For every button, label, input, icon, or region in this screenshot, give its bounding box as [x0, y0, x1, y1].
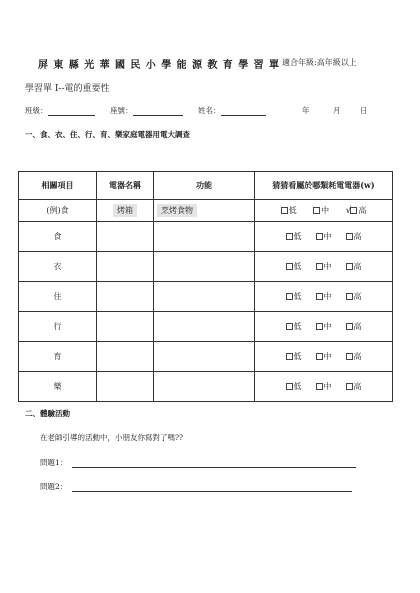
- row-category: 食: [19, 222, 97, 252]
- table-row: [19, 282, 393, 312]
- checkbox-icon: [313, 207, 320, 214]
- header-category: 相關項目: [19, 172, 97, 200]
- option-low[interactable]: 低: [286, 231, 302, 242]
- example-option-low: 低: [281, 205, 297, 216]
- section2-title: 二、體驗活動: [25, 409, 70, 418]
- row-category: 衣: [19, 252, 97, 282]
- checkbox-icon[interactable]: [286, 293, 293, 300]
- example-category: (例)食: [19, 200, 97, 222]
- option-low[interactable]: 低: [286, 291, 302, 302]
- power-level-options: [255, 342, 393, 372]
- example-option-high: √ 高: [345, 206, 367, 216]
- checkmark-icon: √: [345, 206, 352, 216]
- checkbox-icon: [281, 207, 288, 214]
- power-level-options: [255, 312, 393, 342]
- option-high[interactable]: 高: [346, 261, 362, 272]
- function-input-cell[interactable]: [154, 312, 255, 342]
- checkbox-icon[interactable]: [346, 293, 353, 300]
- year-label: 年: [302, 106, 310, 115]
- question1-answer-line[interactable]: [72, 467, 356, 468]
- example-appliance: 烤箱: [113, 204, 137, 217]
- function-input-cell[interactable]: [154, 372, 255, 402]
- option-mid[interactable]: 中: [316, 261, 332, 272]
- checkbox-icon[interactable]: [316, 383, 323, 390]
- option-high[interactable]: 高: [346, 231, 362, 242]
- name-label: 姓名：: [198, 106, 221, 115]
- checkbox-icon[interactable]: [346, 353, 353, 360]
- power-level-options: [255, 222, 393, 252]
- appliance-input-cell[interactable]: [97, 372, 154, 402]
- name-field[interactable]: [198, 105, 266, 116]
- option-mid[interactable]: 中: [316, 381, 332, 392]
- header-appliance: 電器名稱: [97, 172, 154, 200]
- row-category: 住: [19, 282, 97, 312]
- function-input-cell[interactable]: [154, 282, 255, 312]
- option-high[interactable]: 高: [346, 351, 362, 362]
- seat-field[interactable]: [110, 105, 183, 116]
- class-label: 班級：: [25, 106, 48, 115]
- power-level-options: [255, 252, 393, 282]
- seat-blank[interactable]: [133, 106, 183, 116]
- appliance-input-cell[interactable]: [97, 342, 154, 372]
- name-blank[interactable]: [221, 106, 266, 116]
- checkbox-icon[interactable]: [316, 293, 323, 300]
- checkbox-icon[interactable]: [286, 263, 293, 270]
- checkbox-icon[interactable]: [316, 263, 323, 270]
- checkbox-icon[interactable]: [286, 383, 293, 390]
- example-function: 烹烤食物: [157, 204, 197, 217]
- checkbox-icon: [350, 207, 357, 214]
- table-row: [19, 312, 393, 342]
- appliance-input-cell[interactable]: [97, 282, 154, 312]
- table-row: [19, 222, 393, 252]
- question2-answer-line[interactable]: [72, 491, 352, 492]
- header-function: 功能: [154, 172, 255, 200]
- class-field[interactable]: [25, 105, 95, 116]
- appliance-input-cell[interactable]: [97, 222, 154, 252]
- checkbox-icon[interactable]: [316, 323, 323, 330]
- function-input-cell[interactable]: [154, 252, 255, 282]
- checkbox-icon[interactable]: [346, 233, 353, 240]
- grade-note: 適合年級:高年級以上: [282, 58, 357, 67]
- option-mid[interactable]: 中: [316, 351, 332, 362]
- row-category: 樂: [19, 372, 97, 402]
- checkbox-icon[interactable]: [286, 353, 293, 360]
- checkbox-icon[interactable]: [346, 383, 353, 390]
- day-label: 日: [360, 106, 368, 115]
- document-title: 屏東縣光華國民小學能源教育學習單: [38, 60, 285, 71]
- question1-label: 問題1：: [40, 458, 68, 467]
- function-input-cell[interactable]: [154, 222, 255, 252]
- checkbox-icon[interactable]: [346, 263, 353, 270]
- power-level-options: [255, 282, 393, 312]
- table-row: [19, 372, 393, 402]
- option-high[interactable]: 高: [346, 381, 362, 392]
- sheet-title: 學習單 I--電的重要性: [25, 84, 110, 94]
- seat-label: 座號：: [110, 106, 133, 115]
- class-blank[interactable]: [48, 106, 95, 116]
- option-low[interactable]: 低: [286, 381, 302, 392]
- example-row: [19, 200, 393, 222]
- question2-label: 問題2：: [40, 482, 68, 491]
- table-row: [19, 342, 393, 372]
- option-mid[interactable]: 中: [316, 291, 332, 302]
- example-option-mid: 中: [313, 205, 329, 216]
- example-levels: [255, 200, 393, 222]
- month-label: 月: [333, 106, 341, 115]
- option-low[interactable]: 低: [286, 351, 302, 362]
- option-high[interactable]: 高: [346, 321, 362, 332]
- row-category: 行: [19, 312, 97, 342]
- option-low[interactable]: 低: [286, 261, 302, 272]
- example-appliance-cell: [97, 200, 154, 222]
- checkbox-icon[interactable]: [346, 323, 353, 330]
- appliance-input-cell[interactable]: [97, 312, 154, 342]
- activity-prompt: 在老師引導的活動中，小朋友你寫對了嗎??: [40, 433, 184, 442]
- checkbox-icon[interactable]: [316, 233, 323, 240]
- table-row: [19, 252, 393, 282]
- table-header-row: [19, 172, 393, 200]
- checkbox-icon[interactable]: [316, 353, 323, 360]
- appliance-survey-table: [18, 171, 393, 402]
- option-low[interactable]: 低: [286, 321, 302, 332]
- option-mid[interactable]: 中: [316, 321, 332, 332]
- header-power-level: 猜猜看屬於哪類耗電電器(w): [255, 172, 393, 200]
- example-function-cell: [154, 200, 255, 222]
- checkbox-icon[interactable]: [286, 323, 293, 330]
- row-category: 育: [19, 342, 97, 372]
- appliance-input-cell[interactable]: [97, 252, 154, 282]
- option-mid[interactable]: 中: [316, 231, 332, 242]
- option-high[interactable]: 高: [346, 291, 362, 302]
- power-level-options: [255, 372, 393, 402]
- checkbox-icon[interactable]: [286, 233, 293, 240]
- function-input-cell[interactable]: [154, 342, 255, 372]
- section1-title: 一、食、衣、住、行、育、樂家庭電器用電大調查: [25, 130, 190, 139]
